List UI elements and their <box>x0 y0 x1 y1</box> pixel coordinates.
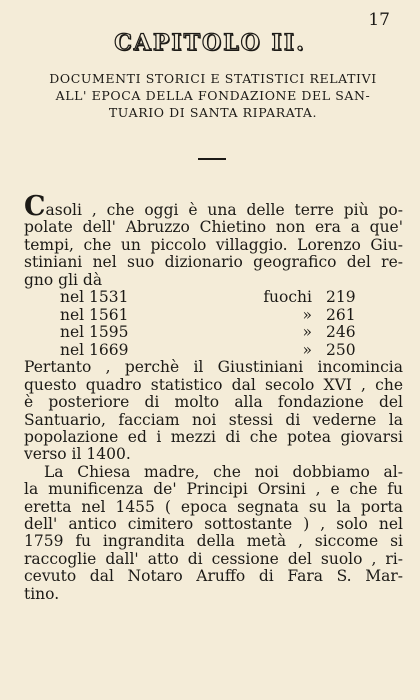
paragraph3-line: La Chiesa madre, che noi dobbiamo al- <box>44 462 403 481</box>
stat-unit: » <box>302 305 312 324</box>
paragraph2-line: Santuario, facciam noi stessi di vederne la <box>24 410 403 429</box>
stat-value: 219 <box>326 288 356 307</box>
paragraph3-line: raccoglie dall' atto di cessione del suolo , ri- <box>24 549 403 568</box>
stat-unit: fuochi <box>263 288 312 307</box>
paragraph2-line: popolazione ed i mezzi di che potea giovarsi <box>24 428 403 447</box>
subtitle-line: TUARIO DI SANTA RIPARATA. <box>108 105 318 120</box>
paragraph3-line: dell' antico cimitero sottostante ) , solo nel <box>24 515 403 534</box>
paragraph1-first-line: asoli , che oggi è una delle terre più po- <box>45 201 403 219</box>
stat-year: nel 1669 <box>60 340 129 359</box>
paragraph1-line: polate dell' Abruzzo Chietino non era a que' <box>24 218 403 237</box>
stat-unit: » <box>302 340 312 359</box>
page-number: 17 <box>368 10 390 30</box>
paragraph2-line: Pertanto , perchè il Giustiniani incomincia <box>24 358 403 377</box>
paragraph2-line: è posteriore di molto alla fondazione del <box>24 393 403 412</box>
table-row <box>24 307 403 325</box>
population-table <box>24 289 403 359</box>
stat-year: nel 1595 <box>60 323 129 342</box>
paragraph2-line: questo quadro statistico dal secolo XVI , che <box>24 375 403 394</box>
dropcap: C <box>24 191 46 222</box>
paragraph1-line: gno gli dà <box>24 270 103 289</box>
body-text <box>24 191 403 603</box>
table-row <box>24 289 403 307</box>
paragraph1-line: stiniani nel suo dizionario geografico del re- <box>24 253 403 272</box>
table-row <box>24 342 403 360</box>
paragraph2-line: verso il 1400. <box>24 445 131 464</box>
stat-year: nel 1561 <box>60 305 129 324</box>
subtitle-line: ALL' EPOCA DELLA FONDAZIONE DEL SAN- <box>55 88 371 103</box>
paragraph1-line <box>24 191 403 222</box>
paragraph3-line: 1759 fu ingrandita della metà , siccome si <box>24 532 403 551</box>
stat-value: 246 <box>326 323 356 342</box>
subtitle-line: DOCUMENTI STORICI E STATISTICI RELATIVI <box>49 71 377 86</box>
chapter-subtitle <box>24 70 402 121</box>
stat-year: nel 1531 <box>60 288 129 307</box>
paragraph3-line: eretta nel 1455 ( epoca segnata su la porta <box>24 497 403 516</box>
paragraph1-line: tempi, che un piccolo villaggio. Lorenzo Giu- <box>24 235 403 254</box>
table-row <box>24 324 403 342</box>
chapter-title: CAPITOLO II. <box>114 30 306 56</box>
stat-value: 250 <box>326 340 356 359</box>
paragraph3-line: la munificenza de' Principi Orsini , e che fu <box>24 480 403 499</box>
paragraph3-line: cevuto dal Notaro Aruffo di Fara S. Mar- <box>24 567 403 586</box>
stat-value: 261 <box>326 305 356 324</box>
stat-unit: » <box>302 323 312 342</box>
paragraph3-line: tino. <box>24 584 60 603</box>
section-rule <box>198 158 226 160</box>
